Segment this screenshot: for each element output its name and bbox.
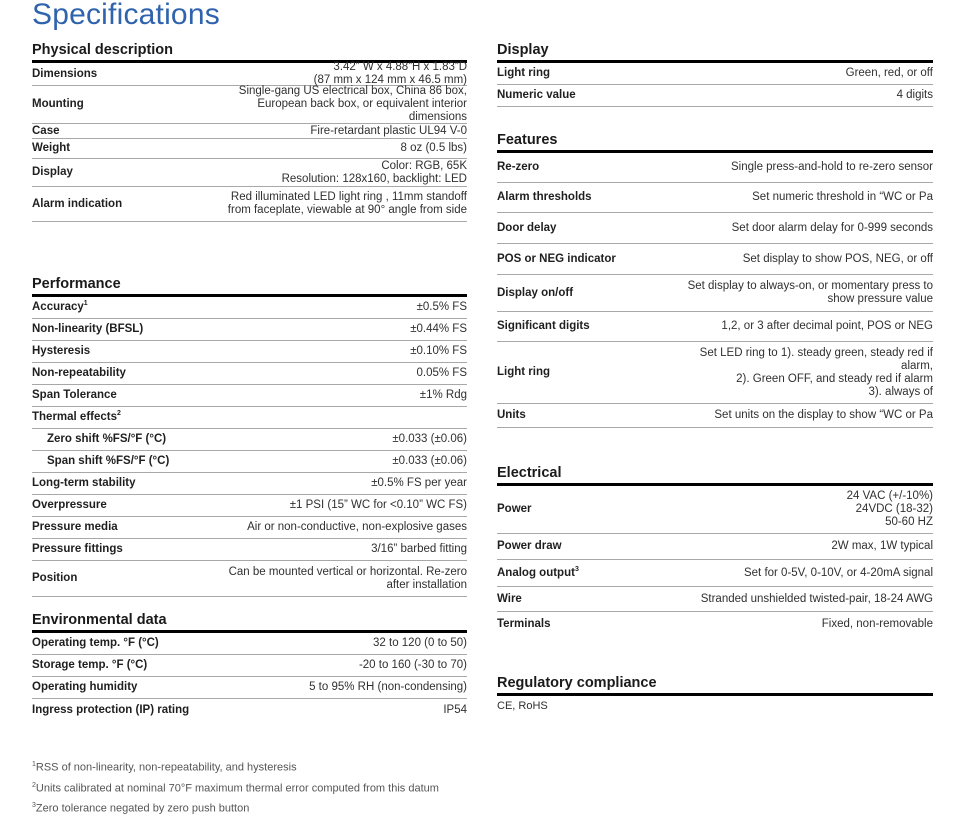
page-title: Specifications — [32, 0, 220, 31]
spec-label: Analog output$^3$ — [497, 565, 579, 579]
spec-row-re-zero — [497, 153, 933, 183]
physical-description-section — [32, 41, 467, 222]
spec-label: Wire — [497, 592, 522, 605]
spec-row-numeric-value — [497, 85, 933, 107]
spec-row-span-shift-fs-f-c — [32, 451, 467, 473]
display-section — [497, 41, 933, 107]
spec-label: Light ring — [497, 67, 551, 79]
spec-value: Set door alarm delay for 0-999 seconds — [731, 221, 933, 234]
spec-value: 4 digits — [896, 89, 933, 101]
spec-label: Display — [32, 166, 73, 178]
spec-value: ±1% Rdg — [419, 389, 467, 401]
spec-label: Pressure media — [32, 521, 118, 533]
spec-row-alarm-indication — [32, 187, 467, 222]
spec-label: Door delay — [497, 221, 557, 234]
spec-row-dimensions — [32, 63, 467, 86]
spec-value: 32 to 120 (0 to 50) — [373, 637, 467, 649]
electrical-section — [497, 464, 933, 636]
spec-label: Overpressure — [32, 499, 107, 511]
spec-label: Power draw — [497, 540, 562, 552]
footnote-marker: 1 — [83, 300, 88, 308]
spec-label: Non-repeatability — [32, 367, 126, 379]
spec-value: Can be mounted vertical or horizontal. Re-zero after installation — [228, 565, 467, 591]
spec-label: Significant digits — [497, 320, 590, 332]
spec-label: Numeric value — [497, 89, 576, 101]
spec-label: Mounting — [32, 98, 84, 110]
spec-label: Ingress protection (IP) rating — [32, 703, 190, 716]
spec-row-operating-humidity — [32, 677, 467, 699]
spec-value: ±0.10% FS — [410, 345, 467, 357]
spec-row-power-draw — [497, 534, 933, 560]
features-section — [497, 131, 933, 428]
spec-label: Storage temp. °F (°C) — [32, 659, 148, 671]
section-heading: Features — [497, 132, 558, 148]
spec-label: Thermal effects$^2$ — [32, 410, 121, 423]
spec-row-display-on-off — [497, 275, 933, 312]
spec-label: Hysteresis — [32, 345, 91, 357]
spec-value: ±1 PSI (15” WC for <0.10” WC FS) — [289, 499, 467, 511]
section-heading: Environmental data — [32, 612, 167, 628]
spec-value: ±0.5% FS per year — [371, 477, 467, 489]
spec-row-light-ring — [497, 342, 933, 404]
spec-value: Stranded unshielded twisted-pair, 18-24 AWG — [700, 592, 933, 605]
spec-value: ±0.033 (±0.06) — [392, 433, 467, 445]
spec-value: 3/16” barbed fitting — [371, 543, 467, 555]
spec-label: Alarm indication — [32, 197, 123, 210]
footnote-marker: 2 — [117, 410, 121, 418]
spec-row-alarm-thresholds — [497, 183, 933, 213]
spec-row-pressure-fittings — [32, 539, 467, 561]
spec-value: Set units on the display to show “WC or Pa — [714, 409, 933, 421]
spec-value: Set display to show POS, NEG, or off — [742, 252, 933, 265]
spec-row-power — [497, 486, 933, 534]
spec-label: Case — [32, 124, 60, 137]
spec-value: 8 oz (0.5 lbs) — [400, 142, 467, 154]
spec-value: Air or non-conductive, non-explosive gases — [247, 521, 467, 533]
spec-label: Operating temp. °F (°C) — [32, 637, 159, 649]
spec-row-pos-or-neg-indicator — [497, 244, 933, 275]
spec-label: Non-linearity (BFSL) — [32, 323, 144, 335]
spec-value: Green, red, or off — [845, 67, 933, 79]
spec-label: Operating humidity — [32, 681, 138, 693]
spec-value: Set LED ring to 1). steady green, steady red if alarm, 2). Green OFF, and steady red if alarm 3). always of — [699, 346, 933, 398]
spec-row-pressure-media — [32, 517, 467, 539]
spec-value: -20 to 160 (-30 to 70) — [358, 659, 467, 671]
spec-row-zero-shift-fs-f-c — [32, 429, 467, 451]
spec-label: Span shift %FS/°F (°C) — [47, 455, 170, 467]
spec-value: ±0.44% FS — [410, 323, 467, 335]
spec-row-wire — [497, 587, 933, 612]
spec-value: 24 VAC (+/-10%) 24VDC (18-32) 50-60 HZ — [846, 490, 933, 528]
regulatory-text: CE, RoHS — [497, 700, 548, 712]
spec-value: Fixed, non-removable — [821, 617, 933, 630]
spec-label: Span Tolerance — [32, 389, 117, 401]
footnotes — [32, 756, 439, 818]
spec-row-operating-temp-f-c — [32, 633, 467, 655]
spec-row-light-ring — [497, 63, 933, 85]
spec-value: Set numeric threshold in “WC or Pa — [752, 191, 933, 203]
section-heading: Display — [497, 42, 549, 58]
spec-value: Single press-and-hold to re-zero sensor — [731, 161, 933, 173]
spec-row-door-delay — [497, 213, 933, 244]
spec-row-non-linearity-bfsl — [32, 319, 467, 341]
spec-label: Dimensions — [32, 67, 98, 80]
spec-label: Units — [497, 409, 526, 421]
spec-value: 1,2, or 3 after decimal point, POS or NEG — [721, 320, 933, 332]
spec-label: Position — [32, 572, 78, 584]
spec-label: Zero shift %FS/°F (°C) — [47, 433, 167, 445]
footnote-3: $^3$Zero tolerance negated by zero push button — [32, 802, 250, 815]
spec-value: ±0.033 (±0.06) — [392, 455, 467, 467]
spec-value: 3.42” W x 4.88”H x 1.83”D (87 mm x 124 mm x 46.5 mm) — [313, 61, 467, 86]
spec-value: Set for 0-5V, 0-10V, or 4-20mA signal — [743, 566, 933, 579]
spec-row-thermal-effects — [32, 407, 467, 429]
section-heading: Performance — [32, 276, 121, 292]
spec-row-ingress-protection-ip-rating — [32, 699, 467, 721]
spec-label: Alarm thresholds — [497, 191, 592, 203]
spec-label: Re-zero — [497, 161, 540, 173]
footnote-2: $^2$Units calibrated at nominal 70°F maximum thermal error computed from this datum — [32, 781, 439, 795]
spec-value: Set display to always-on, or momentary press to show pressure value — [687, 280, 933, 305]
spec-value: ±0.5% FS — [416, 301, 467, 313]
spec-row-long-term-stability — [32, 473, 467, 495]
spec-row-mounting — [32, 86, 467, 124]
spec-row-display — [32, 159, 467, 187]
spec-label: Display on/off — [497, 286, 574, 299]
spec-label: Light ring — [497, 366, 551, 378]
spec-value: 5 to 95% RH (non-condensing) — [309, 681, 467, 693]
spec-row-hysteresis — [32, 341, 467, 363]
spec-label: POS or NEG indicator — [497, 252, 616, 265]
spec-value: Fire-retardant plastic UL94 V-0 — [310, 124, 467, 137]
spec-row-case — [32, 124, 467, 139]
spec-label: Terminals — [497, 617, 551, 630]
performance-section — [32, 275, 467, 597]
environmental-data-section — [32, 611, 467, 721]
spec-label: Weight — [32, 142, 71, 154]
spec-value: 0.05% FS — [416, 367, 467, 379]
spec-label: Long-term stability — [32, 477, 136, 489]
spec-row-analog-output — [497, 560, 933, 587]
spec-row-span-tolerance — [32, 385, 467, 407]
spec-row-non-repeatability — [32, 363, 467, 385]
section-heading: Regulatory compliance — [497, 675, 657, 691]
spec-row-terminals — [497, 612, 933, 636]
footnote-marker: 3 — [574, 565, 579, 573]
spec-row-storage-temp-f-c — [32, 655, 467, 677]
spec-row-accuracy — [32, 297, 467, 319]
section-heading: Electrical — [497, 465, 562, 481]
spec-label: Accuracy$^1$ — [32, 300, 88, 313]
spec-label: Power — [497, 503, 532, 515]
spec-value: Red illuminated LED light ring , 11mm standoff from faceplate, viewable at 90° angle from side — [227, 191, 467, 216]
spec-value: Color: RGB, 65K Resolution: 128x160, backlight: LED — [281, 159, 467, 185]
spec-row-position — [32, 561, 467, 597]
spec-value: Single-gang US electrical box, China 86 box, European back box, or equivalent interior dimensions — [238, 85, 467, 123]
spec-row-overpressure — [32, 495, 467, 517]
footnote-1: $^1$RSS of non-linearity, non-repeatability, and hysteresis — [32, 761, 297, 774]
spec-row-significant-digits — [497, 312, 933, 342]
spec-label: Pressure fittings — [32, 543, 123, 555]
spec-value: 2W max, 1W typical — [831, 540, 933, 552]
spec-row-units — [497, 404, 933, 428]
regulatory-compliance-section — [497, 674, 933, 712]
spec-row-weight — [32, 139, 467, 159]
spec-value: IP54 — [443, 703, 467, 716]
section-heading: Physical description — [32, 42, 174, 58]
